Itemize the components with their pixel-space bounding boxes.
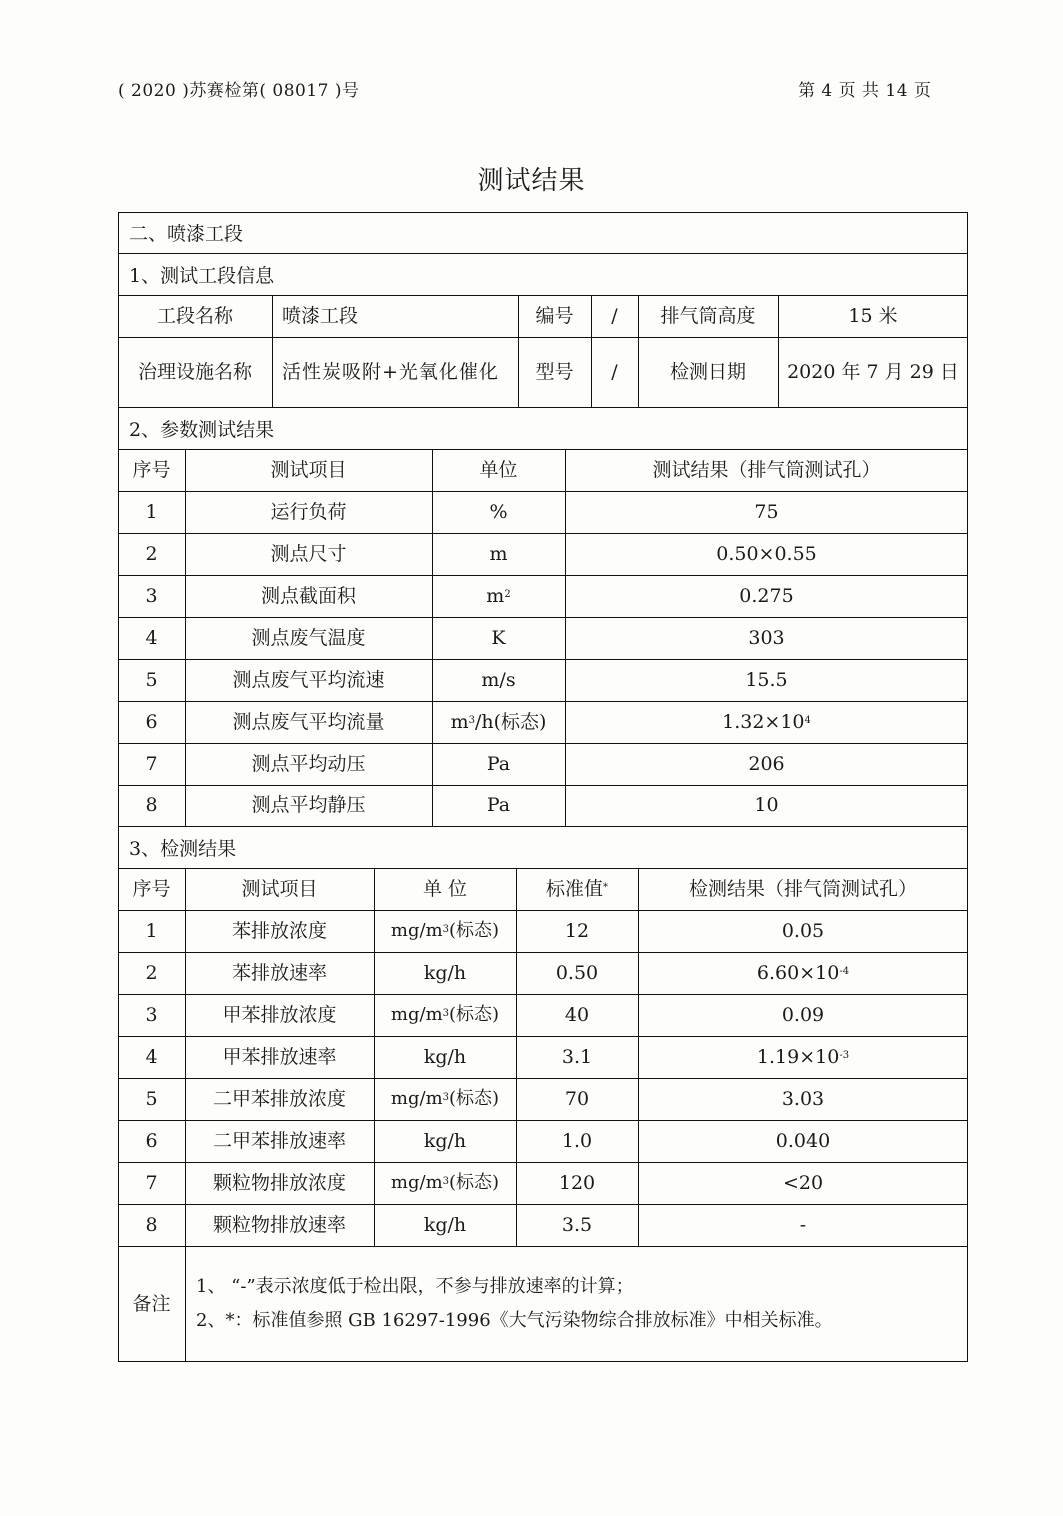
- stack-height-label: 排气筒高度: [660, 304, 756, 327]
- page-indicator: 第 4 页 共 14 页: [798, 81, 932, 101]
- s3-row-no: 1: [145, 919, 158, 942]
- remark-line: 1、 “-”表示浓度低于检出限，不参与排放速率的计算；: [196, 1276, 634, 1297]
- s2-row-unit: K: [491, 626, 506, 649]
- s3-row-item: 颗粒物排放浓度: [212, 1171, 346, 1194]
- s3-row-result: 0.05: [781, 919, 825, 942]
- s2-row-unit: m: [489, 542, 508, 565]
- s3-row-standard: 3.5: [561, 1213, 593, 1236]
- s2-col-item: 测试项目: [270, 458, 347, 481]
- s3-row-standard: 12: [564, 919, 590, 942]
- model-value: /: [611, 360, 618, 383]
- s2-row-result: 0.275: [739, 584, 794, 607]
- s3-row-result: 6.60×10 $^{-4}$: [756, 961, 850, 984]
- code-label: 编号: [535, 304, 574, 327]
- facility-value: 活性炭吸附+光氧化催化: [282, 360, 499, 383]
- s3-col-item: 测试项目: [241, 877, 318, 900]
- s3-row-standard: 70: [564, 1087, 590, 1110]
- s3-row-unit: mg/m $^3$ (标态): [390, 1004, 500, 1026]
- s3-row-unit: kg/h: [423, 1045, 467, 1068]
- s3-row-standard: 0.50: [555, 961, 599, 984]
- s2-row-item: 测点平均动压: [251, 752, 366, 775]
- s2-row-item: 测点废气平均流量: [232, 710, 385, 733]
- s3-row-item: 苯排放浓度: [231, 919, 327, 942]
- s2-row-no: 5: [145, 668, 158, 691]
- s3-row-result: 0.09: [781, 1003, 825, 1026]
- remarks-label: 备注: [132, 1292, 171, 1315]
- s2-row-unit: %: [489, 500, 508, 523]
- s2-row-unit: m/s: [481, 668, 516, 691]
- s3-row-result: <20: [782, 1171, 824, 1194]
- s3-row-item: 二甲苯排放速率: [212, 1129, 346, 1152]
- s3-row-item: 二甲苯排放浓度: [212, 1087, 346, 1110]
- s3-row-unit: mg/m $^3$ (标态): [390, 1172, 500, 1194]
- s2-row-no: 6: [145, 710, 158, 733]
- s2-row-item: 测点平均静压: [251, 794, 366, 817]
- s2-col-unit: 单位: [479, 458, 518, 481]
- section-main-heading: 二、喷漆工段: [129, 223, 244, 245]
- s3-col-unit: 单 位: [422, 877, 468, 900]
- s2-row-result: 10: [754, 794, 779, 817]
- section-name-label: 工段名称: [156, 304, 233, 327]
- remark-line: 2、*：标准值参照 GB 16297-1996《大气污染物综合排放标准》中相关标准。: [196, 1310, 833, 1331]
- s3-row-no: 8: [145, 1213, 158, 1236]
- s2-row-result: 1.32×10 $^4$: [722, 710, 811, 733]
- s3-row-item: 甲苯排放浓度: [222, 1003, 337, 1026]
- section-name-value: 喷漆工段: [282, 304, 359, 327]
- s3-row-standard: 40: [564, 1003, 590, 1026]
- s3-row-no: 6: [145, 1129, 158, 1152]
- s3-row-result: -: [799, 1213, 807, 1236]
- s2-row-result: 0.50×0.55: [716, 542, 817, 565]
- section3-heading: 3、检测结果: [129, 837, 237, 860]
- s2-row-item: 测点废气平均流速: [232, 668, 385, 691]
- s2-row-result: 303: [748, 626, 785, 649]
- s3-row-unit: kg/h: [423, 1129, 467, 1152]
- section2-heading: 2、参数测试结果: [129, 418, 275, 441]
- s2-row-item: 测点尺寸: [270, 542, 347, 565]
- stack-height-value: 15 米: [848, 304, 898, 327]
- s2-row-result: 75: [754, 500, 779, 523]
- s2-col-no: 序号: [132, 458, 171, 481]
- s2-col-result: 测试结果（排气筒测试孔）: [652, 458, 881, 481]
- s2-row-result: 206: [748, 752, 785, 775]
- s3-row-result: 0.040: [775, 1129, 831, 1152]
- facility-label: 治理设施名称: [137, 360, 252, 383]
- s2-row-item: 测点废气温度: [251, 626, 366, 649]
- section1-heading: 1、测试工段信息: [129, 264, 275, 287]
- s2-row-item: 运行负荷: [270, 500, 347, 523]
- s3-col-standard: 标准值 *: [545, 877, 608, 900]
- s3-row-item: 甲苯排放速率: [222, 1045, 337, 1068]
- s3-row-no: 7: [145, 1171, 158, 1194]
- test-date-value: 2020 年 7 月 29 日: [787, 360, 959, 383]
- s2-row-unit: m $^2$: [486, 584, 511, 607]
- s3-row-no: 3: [145, 1003, 158, 1026]
- s3-row-standard: 3.1: [561, 1045, 593, 1068]
- model-label: 型号: [535, 360, 574, 383]
- s3-row-result: 1.19×10 $^{-3}$: [756, 1045, 850, 1068]
- s3-row-standard: 1.0: [561, 1129, 593, 1152]
- s3-row-item: 颗粒物排放速率: [212, 1213, 346, 1236]
- s2-row-no: 3: [145, 584, 158, 607]
- s2-row-no: 1: [145, 500, 158, 523]
- s3-col-no: 序号: [132, 877, 171, 900]
- s3-row-standard: 120: [558, 1171, 596, 1194]
- s2-row-no: 2: [145, 542, 158, 565]
- s3-col-result: 检测结果（排气筒测试孔）: [688, 877, 917, 900]
- s3-row-unit: mg/m $^3$ (标态): [390, 920, 500, 942]
- s2-row-result: 15.5: [745, 668, 788, 691]
- s2-row-no: 4: [145, 626, 158, 649]
- s3-row-item: 苯排放速率: [231, 961, 327, 984]
- s2-row-no: 8: [145, 794, 158, 817]
- document-number: ( 2020 )苏赛检第( 08017 )号: [118, 81, 360, 101]
- rule: [118, 1246, 968, 1247]
- s3-row-unit: kg/h: [423, 961, 467, 984]
- rule: [118, 826, 968, 827]
- col-divider: [272, 295, 273, 407]
- s3-row-no: 2: [145, 961, 158, 984]
- col-divider: [185, 1246, 186, 1362]
- s3-row-unit: mg/m $^3$ (标态): [390, 1088, 500, 1110]
- s2-row-unit: Pa: [486, 794, 511, 817]
- remarks-notes: [196, 1270, 833, 1338]
- page-title: 测试结果: [477, 166, 586, 196]
- s3-row-result: 3.03: [781, 1087, 825, 1110]
- s3-row-unit: kg/h: [423, 1213, 467, 1236]
- s2-row-unit: m $^3$ /h(标态): [450, 710, 547, 733]
- s3-row-no: 5: [145, 1087, 158, 1110]
- s2-row-no: 7: [145, 752, 158, 775]
- s2-row-item: 测点截面积: [260, 584, 356, 607]
- s2-row-unit: Pa: [486, 752, 511, 775]
- test-date-label: 检测日期: [669, 360, 746, 383]
- code-value: /: [611, 304, 618, 327]
- s3-row-no: 4: [145, 1045, 158, 1068]
